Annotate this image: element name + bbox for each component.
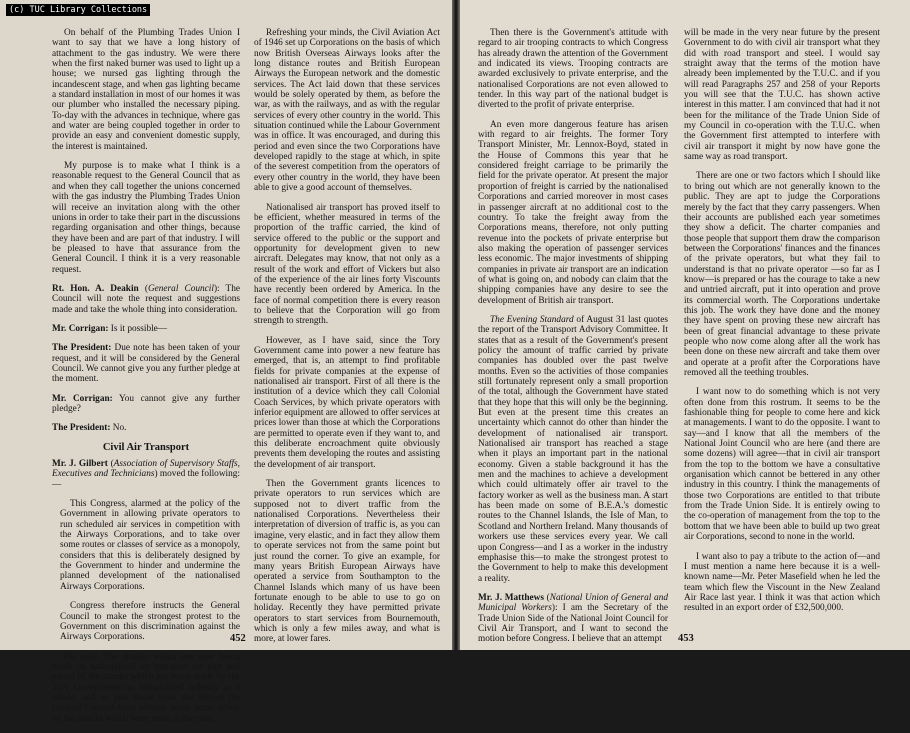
- paragraph-text: of August 31 last quotes the report of the Transport Advisory Committee. It states that as a result of the Government's present policy the amount of traffic carried by private companies has doubled over the past twelve months. Even so the activities of those companies still fortunately represent only a small proportion of the total, although the Government have stated that they hope that this will only be the beginning. But even at the present time this creates an uncertainty which cannot do other than hinder the development of nationalised air transport. Nationalised air transport has reached a stage when it plays an important part in the national economy. Given a stable background it has the men and the machines to achieve a development which could ultimately offer air travel to the factory worker as well as the business man. A start has been made on some of B.E.A.'s domestic routes to the Channel Islands, the Isle of Man, to Scotland and Northern Ireland. Many thousands of workers use these services every year. We call upon Congress—and I as a worker in the industry emphasise this—to make the strongest protest to the Government to help to make this development a reality.: [478, 314, 668, 584]
- motion-text: Congress therefore instructs the General Council to make the strongest protest to the Government on this discrimination against the Airways Corporations.: [60, 601, 240, 643]
- speaker-name: Mr. Corrigan:: [52, 323, 109, 334]
- paragraph: There are one or two factors which I should like to bring out which are not generally known to the public. They are apt to judge the Corporations merely by the fact that they carry passengers. When their accounts are published each year sometimes they show a deficit. The charter companies and those people that support them draw the comparison between the Corporations' finances and the finances of the private operators, but what they fail to understand is that no private operator —so far as I know—is prepared or has the courage to take a new and untried aircraft, put it into operation and prove its commercial worth. The Corporations undertake this job. The work they have done and the money they have spent on proving these new aircraft has been of great financial advantage to these private people who now come along after all the work has been done on these new aircraft and take them over and operate at a profit after the Corporations have removed all the teething troubles.: [684, 171, 880, 378]
- paragraph: [52, 324, 240, 334]
- paragraph: [52, 423, 240, 433]
- paragraph: [52, 394, 240, 415]
- speech-text: I am the Secretary of the Trade Union Side of the National Joint Council for Civil Air Transport, and I want to second the motion before Congress. I believe that an attempt: [478, 603, 668, 645]
- speaker-role: General Council: [147, 283, 214, 294]
- watermark: (c) TUC Library Collections: [6, 4, 150, 16]
- paragraph: [52, 343, 240, 384]
- paragraph: I want now to do something which is not very often done from this rostrum. It seems to be the fashionable thing for people to come here and kick at managements. I want to do the opposite. I want to say—and I know that all the members of the National Joint Council who are here (and there are some dozens) will agree—that in civil air transport from the top to the bottom we have a consultative organisation which cannot be bettered in any other industry in this country. I think the managements of those two Corporations are entitled to that tribute from the Trade Union Side. It is entirely owing to the co-operation of management from the top to the bottom that we have been able to build up two great air Corporations, second to none in the world.: [684, 387, 880, 543]
- paragraph: An even more dangerous feature has arisen with regard to air freights. The former Tory Transport Minister, Mr. Lennox-Boyd, stated in the House of Commons this year that he considered freight carriage to be primarily the field for the private operator. At present the major proportion of freight is carried by the nationalised Corporations and carried moreover in most cases in passenger aircraft at no additional cost to the country. To take the freight away from the Corporations means, therefore, not only putting revenue into the pockets of private enterprise but also making the operation of passenger services less economic. The major investments of shipping companies in private air transport are an indication of what is going on, and nobody can claim that the shipping companies have any desire to see the development of British air transport.: [478, 119, 668, 306]
- section-heading: Civil Air Transport: [102, 441, 190, 453]
- speech-text: moved the following:—: [52, 469, 241, 490]
- speech-text: The Council will note the request and suggestions made and take the whole thing into consideration.: [52, 283, 241, 315]
- speaker-name: Mr. J. Gilbert: [52, 459, 108, 470]
- paragraph: Nationalised air transport has proved itself to be efficient, whether measured in terms of the proportion of the traffic carried, the kind of service offered to the public or the support and opportunity for development given to new aircraft. Delegates may know, that not only as a result of the work and effort of Vickers but also of the experience of the air lines forty Viscounts have recently been ordered by America. In the face of normal competition there is every reason to believe that the Corporation will go from strength to strength.: [254, 202, 440, 327]
- paragraph: However, as I have said, since the Tory Government came into power a new feature has emerged, that is, an attempt to find profitable fields for private companies at the expense of nationalised air transport. First of all there is the institution of a device which they call Colonial Coach Services, by which private operators with inferior equipment are allowed to offer services at prices lower than those at which the Corporations are permitted to operate even if they want to, and this deliberate encroachment quite obviously prevents them developing the routes and assisting the development of air transport.: [254, 335, 440, 470]
- paragraph: Then the Government grants licences to private operators to run services which are supposed not to divert traffic from the nationalised Corporations. Nevertheless their interpretation of diversion of traffic is, as you can imagine, very elastic, and in fact they allow them to operate services not from the same point but just round the corner. To give an example, for many years British European Airways have operated a service from Southampton to the Channel Islands which many of us have been fortunate enough to be able to use to go on holiday. Recently they have permitted private operators to start services from Bournemouth, which is only a few miles away, and what is more, at lower fares.: [254, 479, 440, 645]
- speech-text: No.: [112, 423, 127, 434]
- speaker-name: Rt. Hon. A. Deakin: [52, 283, 139, 294]
- right-page-column-1: [478, 28, 668, 654]
- paragraph: Mr. J. Matthews (National Union of General and Municipal Workers): I am the Secretary of the Trade Union Side of the National Joint Council for Civil Air Transport, and I want to second the motion before Congress. I believe that an attempt: [478, 592, 668, 645]
- paragraph: Rt. Hon. A. Deakin (General Council): The Council will note the request and suggestions made and take the whole thing into consideration.: [52, 283, 241, 315]
- paragraph: Then there is the Government's attitude with regard to air trooping contracts to which Congress has already drawn the attention of the Government and indicated its views. Trooping contracts are awarded exclusively to private enterprise, and the nationalised Corporations are not even allowed to tender. In this way part of the national budget is diverted to the profit of private enterprise.: [478, 28, 668, 111]
- motion-text: This Congress, alarmed at the policy of the Government in allowing private operators to run scheduled air services in competition with the Airways Corporations, and to take over some routes or classes of service as a monopoly, considers that this is deliberately designed by the Government to hinder and undermine the planned development of the nationalised Airways Corporations.: [60, 499, 240, 592]
- publication-title: The Evening Standard: [490, 314, 574, 325]
- paragraph: [478, 315, 668, 584]
- paragraph: I want also to pay a tribute to the action of—and I must mention a name here because it is a well-known name—Mr. Peter Masefield when he led the team which flew the Viscount in the New Zealand Air Race last year. I think it was that action which resulted in an export order of £32,500,000.: [684, 551, 880, 614]
- speech-text: Is it possible—: [110, 323, 168, 334]
- speaker-name: The President:: [52, 423, 111, 434]
- speaker-name: The President:: [52, 343, 112, 354]
- paragraph: Mr. J. Gilbert (Association of Supervisory Staffs, Executives and Technicians) moved the following:—: [52, 459, 241, 490]
- book-gutter: [452, 0, 460, 650]
- speaker-role: National Union of General and Municipal Workers: [478, 592, 668, 614]
- paragraph: Refreshing your minds, the Civil Aviation Act of 1946 set up Corporations on the basis of which now British Overseas Airways looks after the long distance routes and British European Airways the European network and the domestic services. The Act laid down that these services would be solely operated by them, as before the war, as with the railways, and as with the regular services of every other country in the world. This situation continued while the Labour Government was in office. It was encouraged, and during this period and even since the two Corporations have developed rapidly to the stage at which, in spite of the severest competition from the operators of every other country in the world, they have been able to give a good account of themselves.: [254, 28, 440, 194]
- left-page: [0, 0, 452, 724]
- paragraph: On behalf of the Plumbing Trades Union I want to say that we have a long history of attachment to the gas industry. We were there when the first naked burner was used to light up a house; we nursed gas lighting through the incandescent stage, and when gas lighting became a standard installation in most of our homes it was our plumber who installed the necessary piping. To-day with the advances in technique, where gas and water are being coupled together in order to provide an easy and convenient domestic supply, the interest is maintained.: [52, 28, 240, 152]
- speech-text: Due note has been taken of your request, and it will be considered by the General Council. We cannot give you any further pledge at the moment.: [52, 343, 240, 385]
- page-number: 453: [678, 633, 694, 644]
- speaker-name: Mr. Corrigan:: [52, 393, 113, 404]
- speaker-role: Association of Supervisory Staffs, Executives and Technicians: [52, 459, 240, 480]
- paragraph: He said: The attacks which are now being made on nationalised air transport are part and parcel of the attacks which are being made by the Tory Government on nationalised industry as a whole, and as you know from the Report the General Council have already taken some action on the attacks which were made in the past.: [52, 651, 240, 724]
- left-page-column-1: [52, 28, 240, 733]
- right-page: [460, 0, 910, 650]
- paragraph: will be made in the very near future by the present Government to do with civil air transport what they did with road transport and steel. I would say straight away that the terms of the motion have already been implemented by the T.U.C. and if you will read Paragraphs 257 and 258 of your Reports you will see that the T.U.C. has shown active interest in this matter. I am convinced that had it not been for the militance of the Trade Union Side of my Council in co-operation with the T.U.C. when the Government first attempted to interfere with civil air transport it might by now have gone the same way as road transport.: [684, 28, 880, 163]
- left-page-column-2: [254, 28, 440, 654]
- speaker-name: Mr. J. Matthews: [478, 592, 544, 603]
- paragraph: My purpose is to make what I think is a reasonable request to the General Council that as and when they call together the unions concerned with the gas industry the Plumbing Trades Union will receive an invitation along with the other unions in order to take their part in the discussions regarding organisation and other things, because they have been and are part of that industry. I will be pleased to have that assurance from the General Council. I think it is a very reasonable request.: [52, 161, 240, 275]
- speech-text: You cannot give any further pledge?: [52, 393, 240, 414]
- right-page-column-2: [684, 28, 880, 623]
- page-number: 452: [230, 633, 246, 644]
